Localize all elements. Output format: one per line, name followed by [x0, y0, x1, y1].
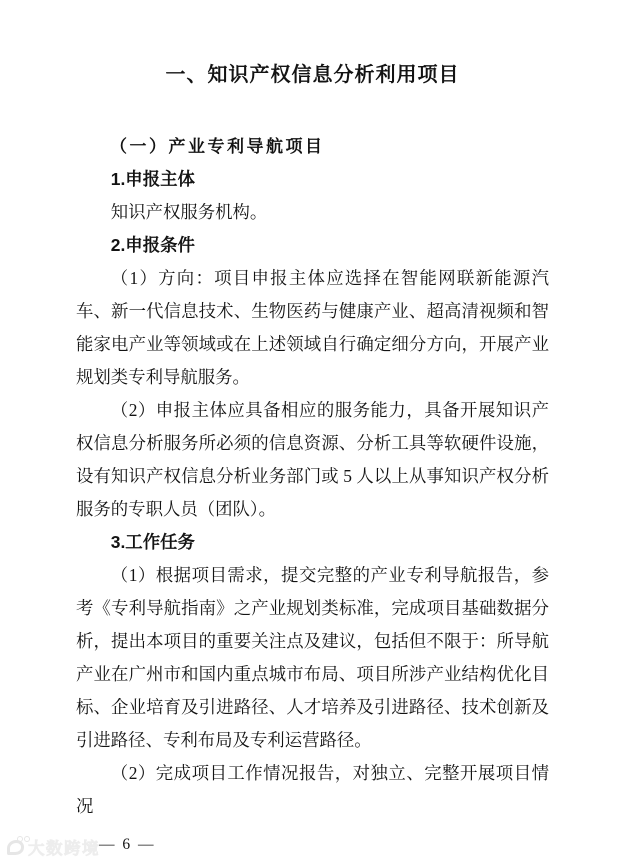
section-heading-2: 2.申报条件: [110, 235, 195, 255]
paragraph-condition-1: （1）方向：项目申报主体应选择在智能网联新能源汽车、新一代信息技术、生物医药与健康产业、超高清视频和智能家电产业等领域或在上述领域自行确定细分方向，开展产业规划类专利导航服务。: [76, 268, 549, 387]
page-content: [76, 60, 549, 854]
watermark: [7, 835, 100, 859]
paragraph-task-2: （2）完成项目工作情况报告，对独立、完整开展项目情况: [76, 763, 549, 816]
watermark-logo-icon: [7, 840, 24, 855]
paragraph-applicant: 知识产权服务机构。: [110, 202, 268, 222]
document-title: 一、知识产权信息分析利用项目: [165, 64, 460, 86]
watermark-text: 大数跨境: [28, 840, 100, 858]
section-heading-3: 3.工作任务: [110, 532, 195, 552]
paragraph-task-1: （1）根据项目需求，提交完整的产业专利导航报告，参考《专利导航指南》之产业规划类标准，完成项目基础数据分析，提出本项目的重要关注点及建议，包括但不限于：所导航产业在广州市和国内重点城市布局、项目所涉产业结构优化目标、企业培育及引进路径、人才培养及引进路径、技术创新及引进路径、专利布局及专利运营路径。: [76, 565, 549, 750]
section-heading-1: 1.申报主体: [110, 169, 195, 189]
page-number: — 6 —: [99, 836, 156, 853]
watermark-logo-dot: [17, 836, 23, 842]
paragraph-condition-2: （2）申报主体应具备相应的服务能力，具备开展知识产权信息分析服务所必须的信息资源、分析工具等软硬件设施，设有知识产权信息分析业务部门或 5 人以上从事知识产权分析服务的专职人员（团队）。: [76, 400, 549, 519]
subsection-title: （一）产业专利导航项目: [110, 137, 325, 156]
watermark-logo-dot: [24, 836, 30, 842]
